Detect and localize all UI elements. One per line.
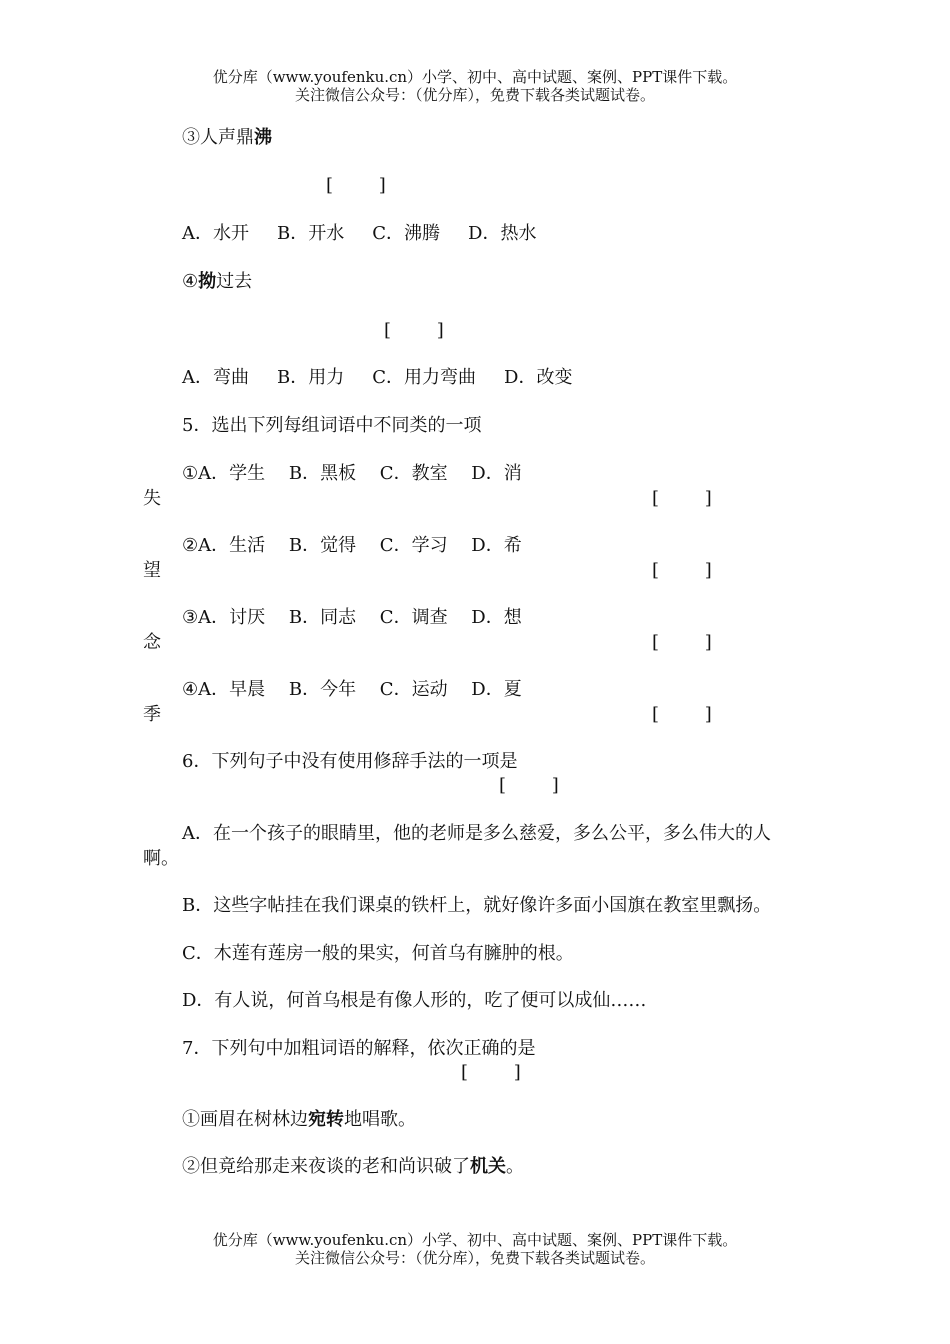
answer-bracket: [ ] (384, 320, 444, 341)
option: C．沸腾 (372, 223, 441, 244)
bold-term: 宛转 (308, 1109, 344, 1130)
q5-group-1: ①A．学生 B．黑板 C．教室 D．消 (182, 463, 522, 484)
option: A．水开 (182, 223, 249, 244)
option: B．用力 (277, 367, 345, 388)
option: B．开水 (277, 223, 345, 244)
q5-group-1-wrap: 失 (143, 488, 161, 509)
q6-option-a-wrap: 啊。 (143, 848, 179, 869)
page-footer-line2: 关注微信公众号：（优分库），免费下载各类试题试卷。 (294, 1249, 655, 1267)
answer-bracket: [ ] (461, 1062, 521, 1083)
q4-item4-stem: ④拗过去 (182, 271, 253, 292)
q5-group-2-wrap: 望 (143, 560, 161, 581)
q4-item4-options (182, 367, 600, 389)
q7-title: 7．下列句中加粗词语的解释，依次正确的是 (182, 1038, 536, 1059)
q5-group-3: ③A．讨厌 B．同志 C．调查 D．想 (182, 607, 522, 628)
answer-bracket: [ ] (652, 704, 712, 725)
answer-bracket: [ ] (652, 632, 712, 653)
q6-option-d: D．有人说，何首乌根是有像人形的，吃了便可以成仙…… (182, 990, 647, 1011)
q5-group-2: ②A．生活 B．觉得 C．学习 D．希 (182, 535, 522, 556)
answer-bracket: [ ] (499, 775, 559, 796)
q4-item3-stem: ③人声鼎沸 (182, 127, 272, 148)
page-footer-line1: 优分库（www.youfenku.cn）小学、初中、高中试题、案例、PPT课件下载。 (212, 1231, 738, 1249)
answer-bracket: [ ] (652, 488, 712, 509)
bold-term: 机关 (470, 1156, 506, 1177)
q7-item-2: ②但竟给那走来夜谈的老和尚识破了机关。 (182, 1156, 524, 1177)
answer-bracket: [ ] (652, 560, 712, 581)
q6-title: 6．下列句子中没有使用修辞手法的一项是 (182, 751, 518, 772)
answer-bracket: [ ] (326, 175, 386, 196)
q6-option-a: A．在一个孩子的眼睛里，他的老师是多么慈爱，多么公平，多么伟大的人 (182, 823, 771, 844)
q5-group-3-wrap: 念 (143, 632, 161, 653)
q5-group-4-wrap: 季 (143, 704, 161, 725)
option: C．用力弯曲 (372, 367, 477, 388)
q5-group-4: ④A．早晨 B．今年 C．运动 D．夏 (182, 679, 522, 700)
page-header-line2: 关注微信公众号：（优分库），免费下载各类试题试卷。 (294, 86, 655, 104)
option: D．改变 (504, 367, 573, 388)
option: D．热水 (468, 223, 537, 244)
bold-term: 沸 (254, 127, 272, 148)
option: A．弯曲 (182, 367, 249, 388)
q5-title: 5．选出下列每组词语中不同类的一项 (182, 415, 482, 436)
page-header-line1: 优分库（www.youfenku.cn）小学、初中、高中试题、案例、PPT课件下载。 (212, 68, 738, 86)
q7-item-1: ①画眉在树林边宛转地唱歌。 (182, 1109, 416, 1130)
q6-option-c: C．木莲有莲房一般的果实，何首乌有臃肿的根。 (182, 943, 574, 964)
q6-option-b: B．这些字帖挂在我们课桌的铁杆上，就好像许多面小国旗在教室里飘扬。 (182, 895, 772, 916)
q4-item3-options (182, 223, 564, 245)
bold-term: 拗 (198, 271, 217, 292)
